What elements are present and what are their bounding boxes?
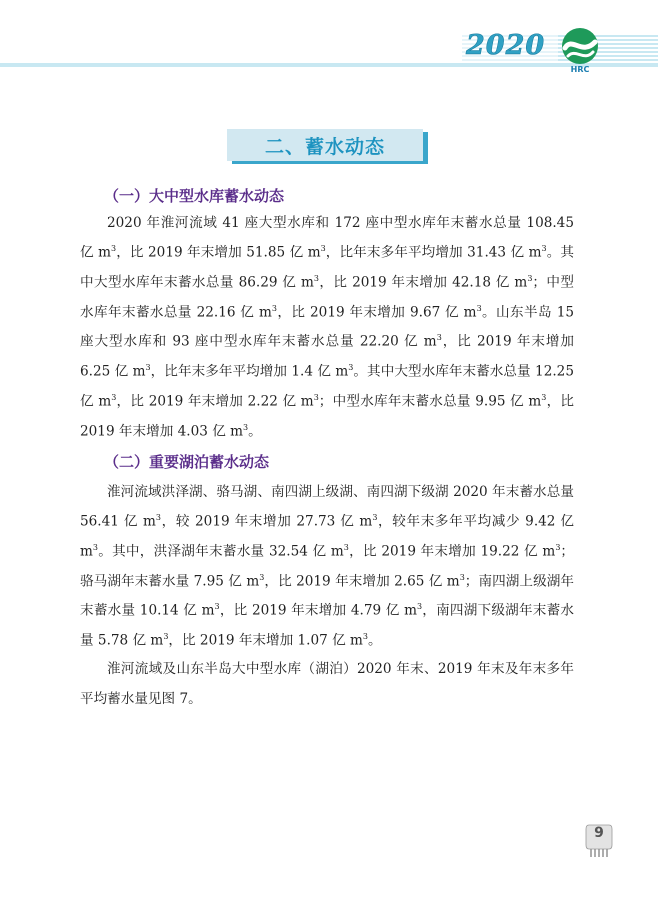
header-year: 2020 bbox=[466, 30, 546, 61]
subheading-lakes: （二）重要湖泊蓄水动态 bbox=[104, 453, 270, 471]
page-number: 9 bbox=[594, 825, 604, 841]
section-banner bbox=[227, 129, 423, 161]
paragraph-figure-reference: 淮河流域及山东半岛大中型水库（湖泊）2020 年末、2019 年末及年末多年平均蓄水量见图 7。 bbox=[80, 661, 574, 707]
page-number-badge bbox=[585, 823, 613, 859]
section-title: 二、蓄水动态 bbox=[264, 135, 385, 158]
paragraph-lakes: 淮河流域洪泽湖、骆马湖、南四湖上级湖、南四湖下级湖 2020 年末蓄水总量 56.41 亿 $m^3$，较 2019 年末增加 27.73 亿 $m^3$，较年末多年平均减少 9.42 亿 $m^3$。其中，洪泽湖年末蓄水量 32.54 亿 $m^3$，比 2019 年末增加 19.22 亿 $m^3$；骆马湖年末蓄水量 7.95 亿 $m^3$，比 2019 年末增加 2.65 亿 $m^3$；南四湖上级湖年末蓄水量 10.14 亿 $m^3$，比 2019 年末增加 4.79 亿 $m^3$，南四湖下级湖年末蓄水量 5.78 亿 $m^3$，比 2019 年末增加 1.07 亿 $m^3$。 bbox=[80, 484, 575, 649]
subheading-reservoir: （一）大中型水库蓄水动态 bbox=[104, 187, 285, 205]
hrc-logo-icon bbox=[556, 26, 604, 74]
logo-text: HRC bbox=[570, 65, 590, 74]
paragraph-reservoir: 2020 年淮河流域 41 座大型水库和 172 座中型水库年末蓄水总量 108.45 亿 $m^3$，比 2019 年末增加 51.85 亿 $m^3$，比年末多年平均增加 31.43 亿 $m^3$。其中大型水库年末蓄水总量 86.29 亿 $m^3$，比 2019 年末增加 42.18 亿 $m^3$；中型水库年末蓄水总量 22.16 亿 $m^3$，比 2019 年末增加 9.67 亿 $m^3$。山东半岛 15 座大型水库和 93 座中型水库年末蓄水总量 22.20 亿 $m^3$，比 2019 年末增加 6.25 亿 $m^3$，比年末多年平均增加 1.4 亿 $m^3$。其中大型水库年末蓄水总量 12.25 亿 $m^3$，比 2019 年末增加 2.22 亿 $m^3$；中型水库年末蓄水总量 9.95 亿 $m^3$，比 2019 年末增加 4.03 亿 $m^3$。 bbox=[80, 215, 575, 440]
